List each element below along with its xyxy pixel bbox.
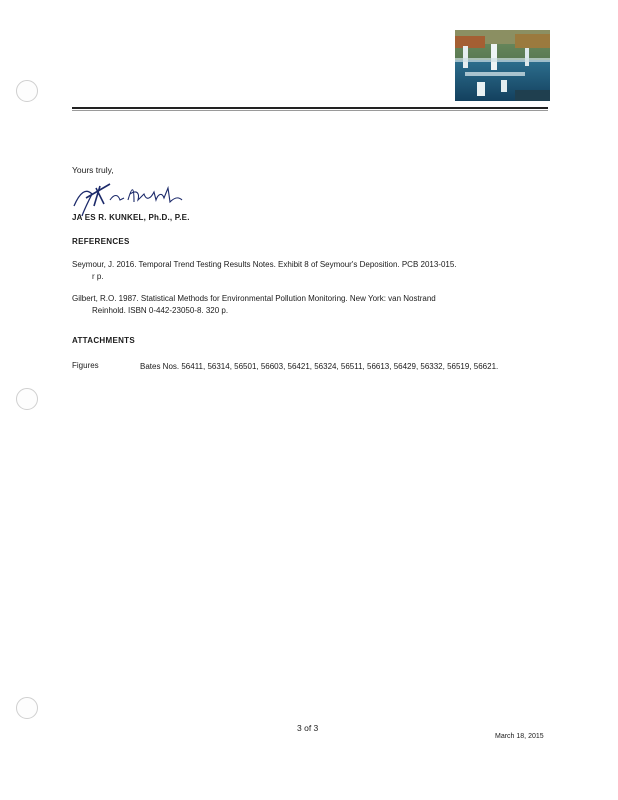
reference-item xyxy=(72,259,548,283)
references-heading: REFERENCES xyxy=(72,237,130,246)
attachment-text: Bates Nos. 56411, 56314, 56501, 56603, 56421, 56324, 56511, 56613, 56429, 56332, 56519, 56621. xyxy=(140,362,499,371)
reference-text-continued: r p. xyxy=(92,272,104,281)
waterfall-logo-image xyxy=(455,30,550,101)
attachment-label: Figures xyxy=(72,361,99,370)
header-rule-thin xyxy=(72,110,548,111)
attachments-heading: ATTACHMENTS xyxy=(72,336,135,345)
reference-text: Gilbert, R.O. 1987. Statistical Methods for Environmental Pollution Monitoring. New York: van Nostrand xyxy=(72,294,436,303)
punch-hole-middle xyxy=(16,388,38,410)
page-number: 3 of 3 xyxy=(297,723,319,733)
footer-date: March 18, 2015 xyxy=(495,733,544,740)
signer-name: JA ES R. KUNKEL, Ph.D., P.E. xyxy=(72,213,190,222)
reference-text-continued: Reinhold. ISBN 0-442-23050-8. 320 p. xyxy=(92,306,229,315)
reference-item xyxy=(72,293,548,317)
header-rule xyxy=(72,107,548,109)
reference-text: Seymour, J. 2016. Temporal Trend Testing Results Notes. Exhibit 8 of Seymour's Deposition. PCB 2013-015. xyxy=(72,260,457,269)
punch-hole-bottom xyxy=(16,697,38,719)
punch-hole-top xyxy=(16,80,38,102)
letter-closing: Yours truly, xyxy=(72,165,114,175)
